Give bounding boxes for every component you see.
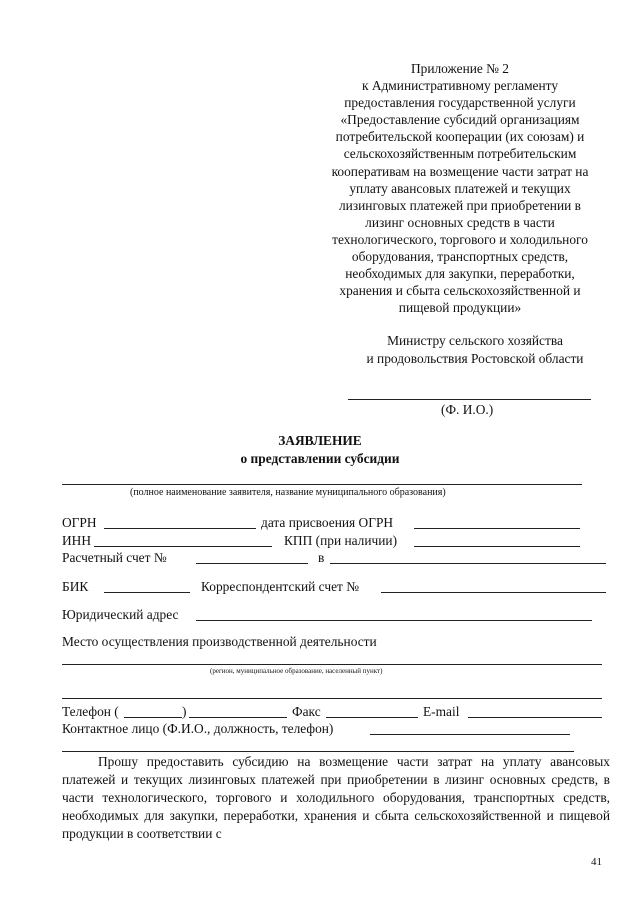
appendix-line: к Административному регламенту [361,78,559,94]
ogrn-label: ОГРН [62,515,97,530]
contact-person-field-continued[interactable] [62,751,574,752]
document-subtitle: о представлении субсидии [240,451,400,466]
account-field[interactable] [196,563,308,564]
activity-place-field[interactable] [62,664,602,665]
appendix-line: потребительской кооперации (их союзам) и [335,129,585,145]
inn-field[interactable] [94,546,272,547]
appendix-line: лизинговых платежей при приобретении в [339,197,581,213]
activity-place-label: Место осуществления производственной деятельности [62,634,377,649]
email-field[interactable] [468,717,602,718]
appendix-line: пищевой продукции» [398,300,522,316]
bik-label: БИК [62,579,89,594]
kpp-field[interactable] [414,546,580,547]
ogrn-field[interactable] [104,528,256,529]
account-label: Расчетный счет № [62,550,167,565]
appendix-line: лизинг основных средств в части [365,214,555,230]
appendix-line: оборудования, транспортных средств, [351,249,569,265]
addressee-line-1: Министру сельского хозяйства [387,333,563,348]
page-number: 41 [591,856,602,868]
fax-field[interactable] [326,717,418,718]
bank-name-field[interactable] [330,563,606,564]
legal-address-field[interactable] [196,620,592,621]
ogrn-date-label: дата присвоения ОГРН [261,515,394,530]
blank-line[interactable] [62,698,602,699]
corr-account-label: Корреспондентский счет № [201,579,359,594]
bik-field[interactable] [104,592,190,593]
region-caption: (регион, муниципальное образование, населенный пункт) [210,667,383,675]
contact-person-field[interactable] [370,734,570,735]
phone-number-field[interactable] [189,717,287,718]
email-label: E-mail [423,704,460,719]
appendix-line: необходимых для закупки, переработки, [345,266,575,282]
fio-underline[interactable] [348,399,591,400]
corr-account-field[interactable] [381,592,606,593]
inn-label: ИНН [62,533,92,548]
phone-code-field[interactable] [124,717,182,718]
appendix-line: кооперативам на возмещение части затрат на [331,163,589,179]
kpp-label: КПП (при наличии) [284,533,398,548]
phone-close-paren: ) [182,704,187,719]
ogrn-date-field[interactable] [414,528,580,529]
appendix-line: «Предоставление субсидий организациям [340,112,580,128]
document-title: ЗАЯВЛЕНИЕ [278,433,362,448]
fio-caption: (Ф. И.О.) [441,402,494,417]
body-paragraph: Прошу предоставить субсидию на возмещение части затрат на уплату авансовых платежей и текущих лизинговых платежей при приобретении в лизинг основных средств, в части технологического, торгового и холодильного оборудования, транспортных средств, необходимых для закупки, переработки, хранения и сбыта сельскохозяйственной и пищевой продукции в соответствии с [62,754,610,841]
bank-in-label: в [318,550,325,565]
appendix-line: предоставления государственной услуги [344,95,576,111]
appendix-line: уплату авансовых платежей и текущих [349,180,571,196]
appendix-line: сельскохозяйственным потребительским [343,146,577,162]
addressee-block [330,332,620,367]
appendix-line: Приложение № 2 [410,61,510,76]
applicant-caption: (полное наименование заявителя, название муниципального образования) [130,487,446,498]
appendix-header [300,60,620,316]
fax-label: Факс [292,704,321,719]
phone-label: Телефон ( [62,704,119,719]
appendix-line: хранения и сбыта сельскохозяйственной и [339,283,581,299]
addressee-line-2: и продовольствия Ростовской области [366,350,584,366]
appendix-line: технологического, торгового и холодильного [332,231,588,247]
applicant-name-field[interactable] [62,484,582,485]
contact-person-label: Контактное лицо (Ф.И.О., должность, телефон) [62,721,334,736]
legal-address-label: Юридический адрес [62,607,179,622]
